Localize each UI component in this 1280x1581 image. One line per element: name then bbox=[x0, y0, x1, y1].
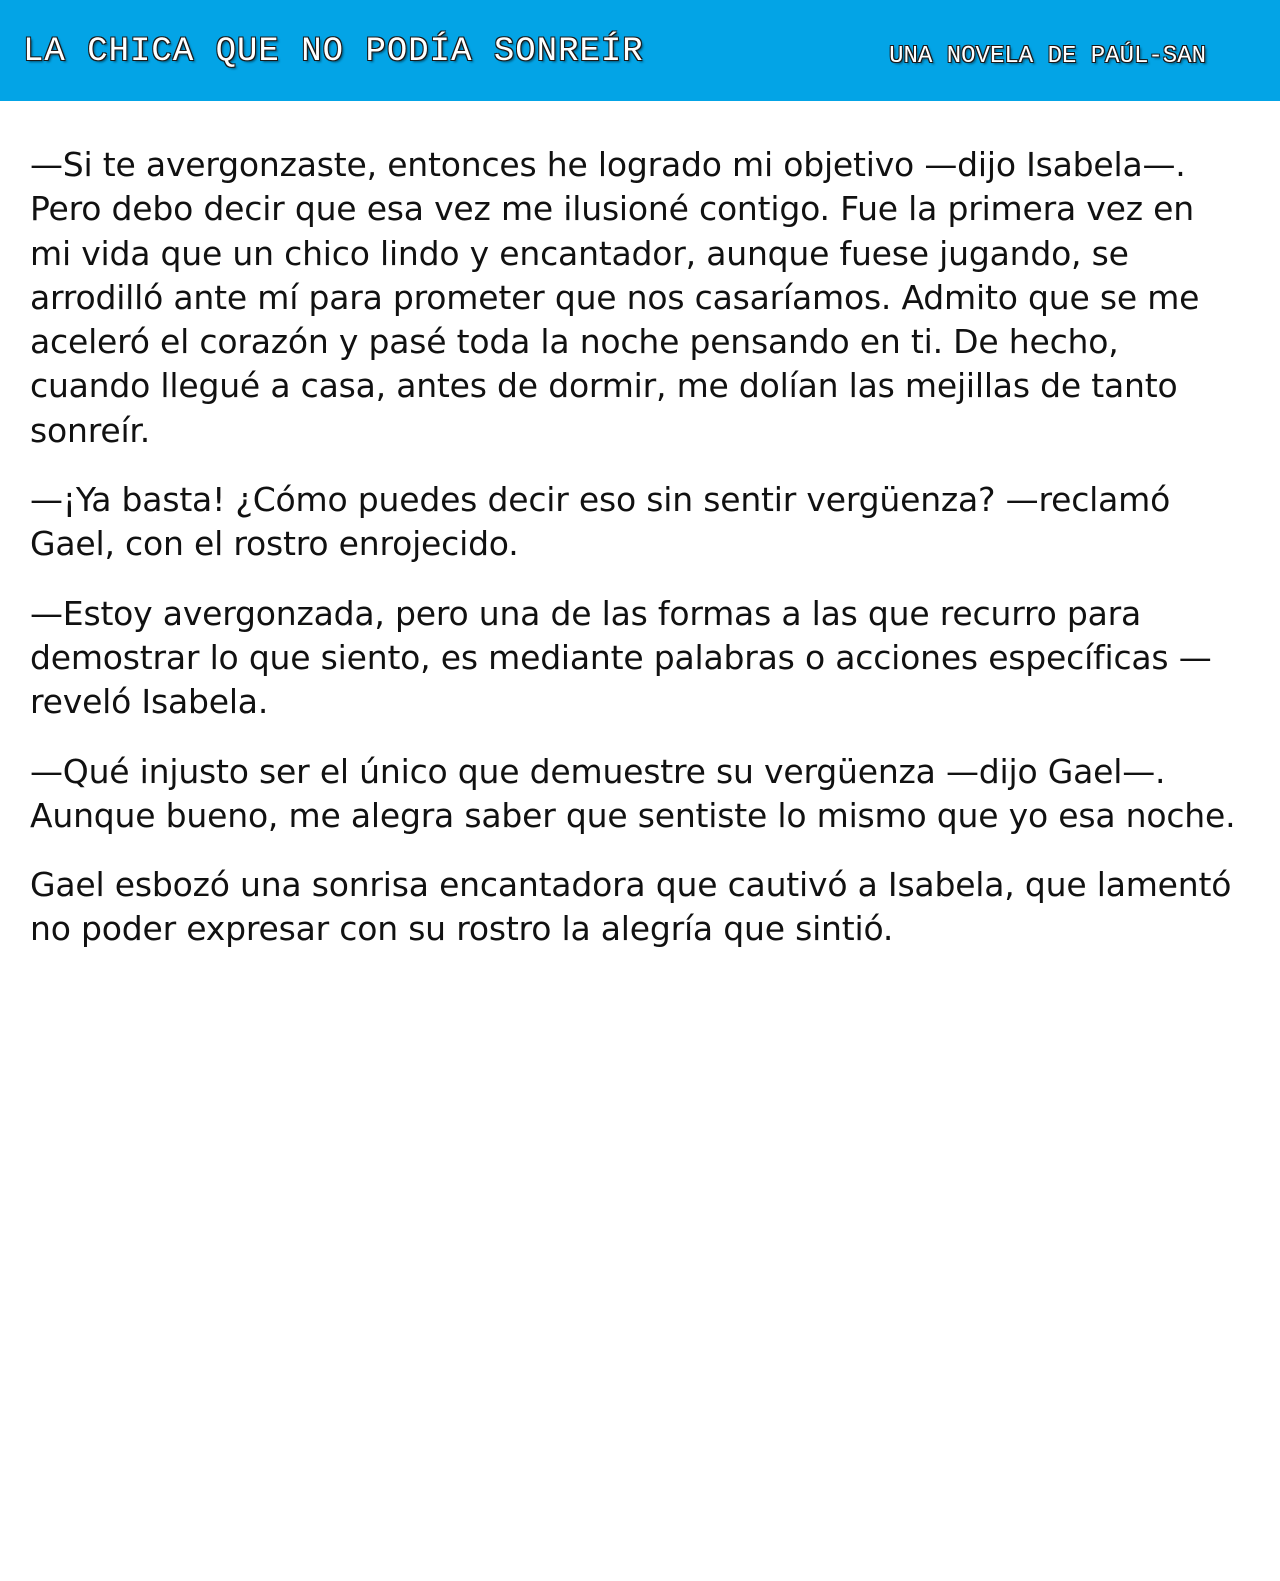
paragraph: —Qué injusto ser el único que demuestre su vergüenza —dijo Gael—. Aunque bueno, me alegra saber que sentiste lo mismo que yo esa noche. bbox=[30, 751, 1236, 835]
paragraph: —¡Ya basta! ¿Cómo puedes decir eso sin sentir vergüenza? —reclamó Gael, con el rostro enrojecido. bbox=[30, 480, 1171, 564]
book-title: LA CHICA QUE NO PODÍA SONREÍR bbox=[23, 33, 644, 71]
text-body bbox=[30, 143, 1245, 977]
paragraph: Gael esbozó una sonrisa encantadora que cautivó a Isabela, que lamentó no poder expresar con su rostro la alegría que sintió. bbox=[30, 865, 1232, 949]
paragraph: —Estoy avergonzada, pero una de las formas a las que recurro para demostrar lo que siento, es mediante palabras o acciones específicas —reveló Isabela. bbox=[30, 593, 1212, 722]
page-header bbox=[0, 0, 1280, 101]
paragraph: —Si te avergonzaste, entonces he logrado mi objetivo —dijo Isabela—. Pero debo decir que esa vez me ilusioné contigo. Fue la primera vez en mi vida que un chico lindo y encantador, aunque fuese jugando, se arrodilló ante mí para prometer que nos casaríamos. Admito que se me aceleró el corazón y pasé toda la noche pensando en ti. De hecho, cuando llegué a casa, antes de dormir, me dolían las mejillas de tanto sonreír. bbox=[30, 145, 1200, 450]
book-author: UNA NOVELA DE PAÚL-SAN bbox=[889, 43, 1206, 70]
